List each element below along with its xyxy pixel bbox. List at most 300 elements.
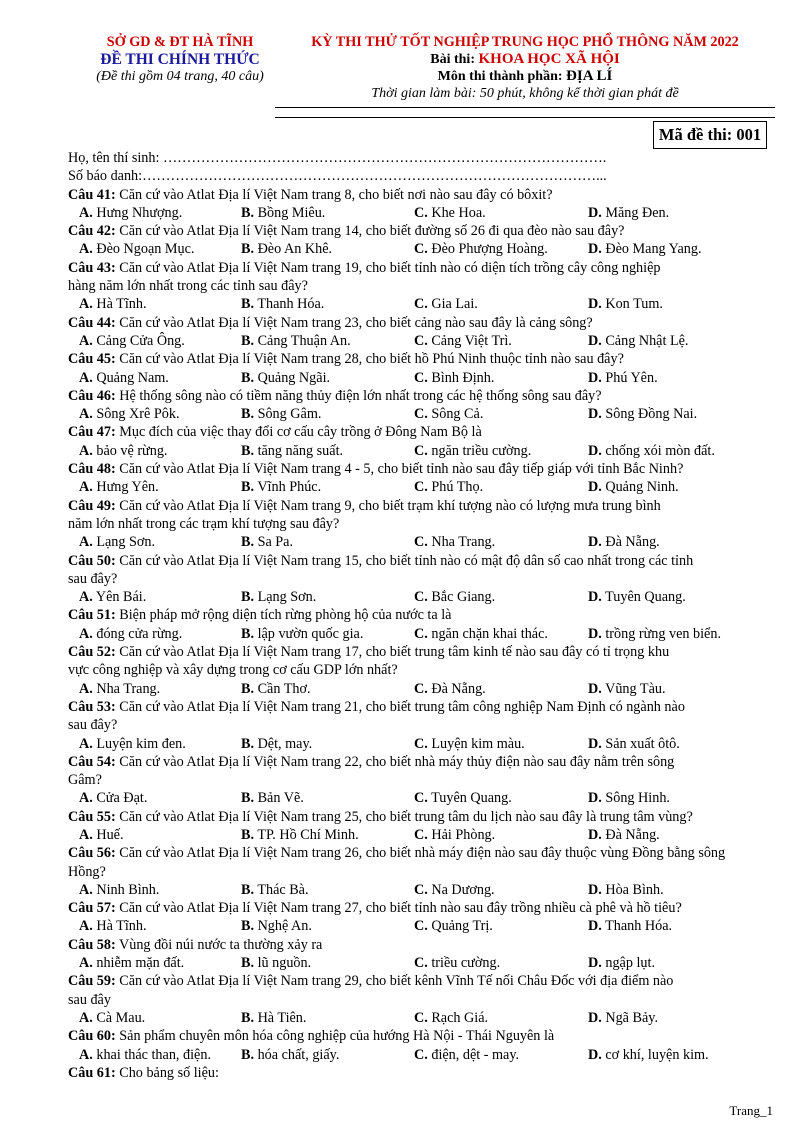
- question-item: [68, 552, 780, 607]
- question-number: Câu 47:: [68, 424, 116, 441]
- question-text-line: [68, 1027, 780, 1045]
- option-letter: D.: [588, 534, 602, 551]
- question-text-line: [68, 186, 780, 204]
- option-letter: C.: [414, 241, 428, 258]
- question-text-line: [68, 936, 780, 954]
- question-text: Căn cứ vào Atlat Địa lí Việt Nam trang 27, cho biết tỉnh nào sau đây trồng nhiều cà phê và hồ tiêu?: [119, 900, 682, 917]
- question-text: sau đây: [68, 991, 111, 1008]
- option-text: Đà Nẵng.: [605, 826, 660, 843]
- option-text: Gia Lai.: [431, 296, 478, 313]
- option-letter: A.: [79, 790, 93, 807]
- option-text: Sông Cả.: [431, 406, 484, 423]
- option-text: ngập lụt.: [605, 955, 655, 972]
- question-text: Mục đích của việc thay đổi cơ cấu cây trồng ở Đông Nam Bộ là: [119, 424, 482, 441]
- question-item: [68, 753, 780, 808]
- answer-option[interactable]: [241, 240, 414, 258]
- option-letter: C.: [414, 625, 428, 642]
- answer-option[interactable]: [588, 735, 778, 753]
- option-letter: D.: [588, 589, 602, 606]
- question-text: Căn cứ vào Atlat Địa lí Việt Nam trang 15, cho biết tỉnh nào có mật độ dân số cao nhất trong các tỉnh: [119, 552, 694, 569]
- option-letter: D.: [588, 479, 602, 496]
- option-text: Luyện kim màu.: [431, 735, 525, 752]
- question-number: Câu 44:: [68, 314, 116, 331]
- question-item: [68, 1064, 780, 1082]
- option-text: Cảng Việt Trì.: [431, 332, 512, 349]
- question-number: Câu 42:: [68, 223, 116, 240]
- answer-option[interactable]: [79, 680, 241, 698]
- option-letter: B.: [241, 296, 255, 313]
- question-text: Hệ thống sông nào có tiềm năng thủy điện lớn nhất trong các hệ thống sông sau đây?: [119, 387, 602, 404]
- option-text: Dệt, may.: [257, 735, 313, 752]
- question-text: Hồng?: [68, 863, 106, 880]
- option-letter: B.: [241, 479, 255, 496]
- option-text: Phú Thọ.: [431, 479, 484, 496]
- answer-option[interactable]: [588, 240, 778, 258]
- answer-options: [68, 1046, 780, 1064]
- answer-option[interactable]: [241, 789, 414, 807]
- option-letter: A.: [79, 296, 93, 313]
- question-text-line: [68, 497, 780, 515]
- option-text: đóng cửa rừng.: [96, 625, 183, 642]
- option-letter: C.: [414, 955, 428, 972]
- question-number: Câu 50:: [68, 552, 116, 569]
- option-letter: C.: [414, 1046, 428, 1063]
- option-text: Hòa Bình.: [605, 881, 664, 898]
- option-text: Na Dương.: [431, 881, 495, 898]
- option-text: Luyện kim đen.: [96, 735, 186, 752]
- option-letter: A.: [79, 680, 93, 697]
- answer-option[interactable]: [79, 588, 241, 606]
- component-value: ĐỊA LÍ: [566, 68, 613, 84]
- component-label: Môn thi thành phần:: [437, 69, 563, 84]
- question-text: Gâm?: [68, 772, 102, 789]
- answer-option[interactable]: [588, 442, 778, 460]
- option-letter: B.: [241, 534, 255, 551]
- answer-option[interactable]: [414, 826, 588, 844]
- option-text: Huế.: [96, 826, 124, 843]
- option-letter: D.: [588, 680, 602, 697]
- question-text-line: [68, 552, 780, 570]
- answer-option[interactable]: [588, 954, 778, 972]
- option-text: Phú Yên.: [605, 369, 658, 386]
- answer-option[interactable]: [414, 369, 588, 387]
- option-letter: D.: [588, 332, 602, 349]
- option-text: chống xói mòn đất.: [605, 442, 715, 459]
- answer-options: [68, 240, 780, 258]
- exam-time: Thời gian làm bài: 50 phút, không kể thời gian phát đề: [371, 86, 679, 101]
- answer-option[interactable]: [241, 332, 414, 350]
- option-letter: C.: [414, 881, 428, 898]
- answer-options: [68, 625, 780, 643]
- answer-option[interactable]: [79, 625, 241, 643]
- option-letter: D.: [588, 296, 602, 313]
- answer-option[interactable]: [241, 826, 414, 844]
- option-letter: A.: [79, 1009, 93, 1026]
- answer-option[interactable]: [241, 1046, 414, 1064]
- question-text-line: [68, 1064, 780, 1082]
- answer-option[interactable]: [241, 625, 414, 643]
- answer-option[interactable]: [414, 1009, 588, 1027]
- answer-option[interactable]: [414, 533, 588, 551]
- answer-option[interactable]: [414, 478, 588, 496]
- option-letter: C.: [414, 406, 428, 423]
- option-letter: A.: [79, 204, 93, 221]
- option-text: Thác Bà.: [257, 881, 309, 898]
- option-text: Cảng Thuận An.: [257, 332, 351, 349]
- question-text-line: [68, 808, 780, 826]
- answer-option[interactable]: [241, 478, 414, 496]
- answer-option[interactable]: [414, 735, 588, 753]
- option-letter: B.: [241, 790, 255, 807]
- option-text: Đà Nẵng.: [431, 680, 486, 697]
- question-text-line: [68, 698, 780, 716]
- answer-option[interactable]: [241, 405, 414, 423]
- answer-options: [68, 1009, 780, 1027]
- answer-option[interactable]: [588, 826, 778, 844]
- option-text: Sản xuất ôtô.: [605, 735, 680, 752]
- answer-option[interactable]: [241, 1009, 414, 1027]
- option-text: Quảng Nam.: [96, 369, 169, 386]
- option-letter: B.: [241, 204, 255, 221]
- answer-option[interactable]: [79, 332, 241, 350]
- option-letter: B.: [241, 826, 255, 843]
- option-letter: B.: [241, 955, 255, 972]
- option-text: Quảng Trị.: [431, 918, 493, 935]
- option-text: Cửa Đạt.: [96, 790, 148, 807]
- question-item: [68, 423, 780, 460]
- answer-option[interactable]: [241, 735, 414, 753]
- question-text: Căn cứ vào Atlat Địa lí Việt Nam trang 29, cho biết kênh Vĩnh Tế nối Châu Đốc với địa điểm nào: [119, 973, 674, 990]
- answer-option[interactable]: [79, 1046, 241, 1064]
- option-letter: D.: [588, 442, 602, 459]
- answer-option[interactable]: [414, 588, 588, 606]
- answer-option[interactable]: [414, 625, 588, 643]
- option-text: Bồng Miêu.: [257, 204, 326, 221]
- answer-option[interactable]: [79, 295, 241, 313]
- option-text: Bắc Giang.: [431, 589, 496, 606]
- header-right: [275, 34, 775, 102]
- option-text: Đèo An Khê.: [257, 241, 333, 258]
- question-text: Vùng đồi núi nước ta thường xảy ra: [119, 936, 323, 953]
- question-item: [68, 222, 780, 259]
- answer-option[interactable]: [588, 680, 778, 698]
- question-item: [68, 497, 780, 552]
- answer-option[interactable]: [414, 442, 588, 460]
- option-text: Tuyên Quang.: [431, 790, 512, 807]
- answer-option[interactable]: [414, 680, 588, 698]
- question-text: hàng năm lớn nhất trong các tỉnh sau đây?: [68, 278, 308, 295]
- answer-option[interactable]: [79, 405, 241, 423]
- question-text-line: [68, 606, 780, 624]
- question-text: Căn cứ vào Atlat Địa lí Việt Nam trang 8, cho biết nơi nào sau đây có bôxit?: [119, 186, 553, 203]
- option-letter: C.: [414, 369, 428, 386]
- option-text: cơ khí, luyện kim.: [605, 1046, 709, 1063]
- answer-option[interactable]: [241, 369, 414, 387]
- answer-option[interactable]: [241, 588, 414, 606]
- option-text: Sông Gâm.: [257, 406, 322, 423]
- answer-option[interactable]: [588, 588, 778, 606]
- option-letter: B.: [241, 369, 255, 386]
- option-letter: D.: [588, 955, 602, 972]
- header-divider-top: [275, 107, 775, 108]
- option-letter: C.: [414, 790, 428, 807]
- option-letter: A.: [79, 625, 93, 642]
- option-text: Hưng Yên.: [96, 479, 159, 496]
- question-item: [68, 460, 780, 497]
- candidate-name-line: Họ, tên thí sinh: ………………………………………………………………………………….: [68, 150, 607, 166]
- question-text: Căn cứ vào Atlat Địa lí Việt Nam trang 14, cho biết đường số 26 đi qua đèo nào sau đây?: [119, 223, 625, 240]
- option-letter: B.: [241, 589, 255, 606]
- answer-option[interactable]: [414, 881, 588, 899]
- question-number: Câu 61:: [68, 1064, 116, 1081]
- option-letter: D.: [588, 1046, 602, 1063]
- option-letter: A.: [79, 332, 93, 349]
- option-letter: D.: [588, 918, 602, 935]
- question-text-line: [68, 314, 780, 332]
- question-text: Căn cứ vào Atlat Địa lí Việt Nam trang 9, cho biết trạm khí tượng nào có lượng mưa trung bình: [119, 497, 661, 514]
- question-number: Câu 46:: [68, 387, 116, 404]
- option-text: Lạng Sơn.: [96, 534, 156, 551]
- option-text: Cảng Cửa Ông.: [96, 332, 185, 349]
- question-number: Câu 55:: [68, 808, 116, 825]
- question-text-line: [68, 771, 780, 789]
- option-text: Cần Thơ.: [257, 680, 311, 697]
- option-text: TP. Hồ Chí Minh.: [257, 826, 359, 843]
- option-letter: B.: [241, 332, 255, 349]
- answer-option[interactable]: [79, 954, 241, 972]
- option-text: Nha Trang.: [96, 680, 161, 697]
- option-letter: A.: [79, 442, 93, 459]
- answer-option[interactable]: [79, 917, 241, 935]
- question-text-line: [68, 716, 780, 734]
- answer-options: [68, 295, 780, 313]
- answer-option[interactable]: [241, 295, 414, 313]
- question-text: sau đây?: [68, 717, 118, 734]
- answer-option[interactable]: [414, 1046, 588, 1064]
- answer-option[interactable]: [79, 369, 241, 387]
- option-letter: A.: [79, 881, 93, 898]
- candidate-id-line: Số báo danh:……………………………………………………………………………………...: [68, 168, 607, 185]
- option-letter: A.: [79, 589, 93, 606]
- question-number: Câu 56:: [68, 845, 116, 862]
- answer-options: [68, 735, 780, 753]
- question-text: Căn cứ vào Atlat Địa lí Việt Nam trang 19, cho biết tỉnh nào có diện tích trồng cây công nghiệp: [119, 259, 661, 276]
- answer-option[interactable]: [588, 369, 778, 387]
- option-letter: D.: [588, 1009, 602, 1026]
- answer-options: [68, 954, 780, 972]
- answer-option[interactable]: [241, 954, 414, 972]
- question-text: Căn cứ vào Atlat Địa lí Việt Nam trang 23, cho biết cảng nào sau đây là cảng sông?: [119, 314, 593, 331]
- question-text: vực công nghiệp và xây dựng trong cơ cấu GDP lớn nhất?: [68, 662, 398, 679]
- exam-title: KỲ THI THỬ TỐT NGHIỆP TRUNG HỌC PHỔ THÔNG NĂM 2022: [311, 34, 739, 50]
- option-text: Măng Đen.: [605, 204, 670, 221]
- option-letter: D.: [588, 204, 602, 221]
- option-text: lập vườn quốc gia.: [257, 625, 364, 642]
- answer-options: [68, 826, 780, 844]
- answer-options: [68, 204, 780, 222]
- answer-option[interactable]: [241, 533, 414, 551]
- answer-options: [68, 917, 780, 935]
- question-text: Biện pháp mở rộng diện tích rừng phòng hộ của nước ta là: [119, 607, 452, 624]
- answer-options: [68, 680, 780, 698]
- exam-code-box: Mã đề thi: 001: [653, 121, 767, 149]
- answer-option[interactable]: [414, 332, 588, 350]
- question-number: Câu 54:: [68, 753, 116, 770]
- option-letter: D.: [588, 406, 602, 423]
- option-letter: A.: [79, 1046, 93, 1063]
- answer-option[interactable]: [588, 332, 778, 350]
- question-number: Câu 58:: [68, 936, 116, 953]
- answer-option[interactable]: [241, 442, 414, 460]
- option-text: Hà Tiên.: [257, 1009, 307, 1026]
- option-text: Ngã Bảy.: [605, 1009, 659, 1026]
- answer-option[interactable]: [79, 881, 241, 899]
- question-text-line: [68, 661, 780, 679]
- question-number: Câu 59:: [68, 973, 116, 990]
- answer-option[interactable]: [588, 533, 778, 551]
- answer-options: [68, 332, 780, 350]
- question-number: Câu 41:: [68, 186, 116, 203]
- option-text: Lạng Sơn.: [257, 589, 317, 606]
- option-letter: D.: [588, 790, 602, 807]
- question-item: [68, 643, 780, 698]
- question-number: Câu 52:: [68, 644, 116, 661]
- option-letter: D.: [588, 881, 602, 898]
- question-item: [68, 899, 780, 936]
- answer-option[interactable]: [414, 917, 588, 935]
- answer-option[interactable]: [79, 478, 241, 496]
- option-text: Cà Mau.: [96, 1009, 146, 1026]
- question-item: [68, 972, 780, 1027]
- answer-option[interactable]: [588, 295, 778, 313]
- official-exam-label: ĐỀ THI CHÍNH THỨC: [100, 51, 260, 68]
- subject-group: [275, 51, 775, 68]
- option-letter: C.: [414, 332, 428, 349]
- question-text-line: [68, 570, 780, 588]
- question-text-line: [68, 515, 780, 533]
- option-letter: C.: [414, 204, 428, 221]
- option-letter: B.: [241, 442, 255, 459]
- question-item: [68, 844, 780, 899]
- answer-options: [68, 881, 780, 899]
- question-text-line: [68, 350, 780, 368]
- question-number: Câu 57:: [68, 900, 116, 917]
- answer-option[interactable]: [414, 954, 588, 972]
- option-letter: B.: [241, 881, 255, 898]
- subject-group-label: Bài thi:: [430, 52, 475, 67]
- answer-option[interactable]: [588, 881, 778, 899]
- answer-option[interactable]: [241, 680, 414, 698]
- question-number: Câu 51:: [68, 607, 116, 624]
- option-text: Kon Tum.: [605, 296, 663, 313]
- answer-option[interactable]: [79, 442, 241, 460]
- option-text: hóa chất, giấy.: [257, 1046, 340, 1063]
- answer-options: [68, 442, 780, 460]
- answer-option[interactable]: [79, 240, 241, 258]
- question-text: năm lớn nhất trong các trạm khí tượng sau đây?: [68, 515, 340, 532]
- answer-option[interactable]: [79, 735, 241, 753]
- answer-option[interactable]: [588, 789, 778, 807]
- answer-option[interactable]: [79, 204, 241, 222]
- question-text: sau đây?: [68, 570, 118, 587]
- question-text-line: [68, 972, 780, 990]
- answer-options: [68, 405, 780, 423]
- option-letter: B.: [241, 680, 255, 697]
- option-letter: A.: [79, 241, 93, 258]
- answer-option[interactable]: [588, 1009, 778, 1027]
- option-letter: C.: [414, 735, 428, 752]
- answer-option[interactable]: [588, 1046, 778, 1064]
- page-count-note: (Đề thi gồm 04 trang, 40 câu): [96, 69, 264, 84]
- option-letter: D.: [588, 241, 602, 258]
- question-number: Câu 45:: [68, 351, 116, 368]
- subject-group-value: KHOA HỌC XÃ HỘI: [478, 51, 620, 67]
- answer-option[interactable]: [79, 826, 241, 844]
- option-letter: C.: [414, 680, 428, 697]
- question-number: Câu 60:: [68, 1028, 116, 1045]
- answer-option[interactable]: [588, 204, 778, 222]
- answer-option[interactable]: [414, 789, 588, 807]
- answer-option[interactable]: [414, 405, 588, 423]
- option-text: triều cường.: [431, 955, 501, 972]
- question-item: [68, 936, 780, 973]
- question-text-line: [68, 259, 780, 277]
- answer-options: [68, 588, 780, 606]
- option-letter: B.: [241, 241, 255, 258]
- option-text: Hưng Nhượng.: [96, 204, 183, 221]
- answer-option[interactable]: [588, 405, 778, 423]
- option-text: khai thác than, điện.: [96, 1046, 211, 1063]
- option-text: Ninh Bình.: [96, 881, 160, 898]
- answer-option[interactable]: [588, 625, 778, 643]
- option-text: Đèo Phượng Hoàng.: [431, 241, 548, 258]
- answer-option[interactable]: [241, 917, 414, 935]
- answer-option[interactable]: [414, 295, 588, 313]
- question-text: Căn cứ vào Atlat Địa lí Việt Nam trang 22, cho biết nhà máy thủy điện nào sau đây nằm trên sông: [119, 753, 675, 770]
- question-text-line: [68, 387, 780, 405]
- answer-option[interactable]: [241, 881, 414, 899]
- question-text-line: [68, 277, 780, 295]
- option-letter: C.: [414, 826, 428, 843]
- exam-body: [68, 149, 780, 1082]
- answer-option[interactable]: [79, 533, 241, 551]
- question-text-line: [68, 899, 780, 917]
- answer-option[interactable]: [79, 789, 241, 807]
- question-item: [68, 259, 780, 314]
- question-text-line: [68, 222, 780, 240]
- answer-option[interactable]: [588, 478, 778, 496]
- header-left: [60, 34, 300, 85]
- question-item: [68, 387, 780, 424]
- option-text: Sa Pa.: [257, 534, 294, 551]
- question-text-line: [68, 460, 780, 478]
- answer-option[interactable]: [79, 1009, 241, 1027]
- question-text-line: [68, 423, 780, 441]
- answer-option[interactable]: [414, 240, 588, 258]
- answer-options: [68, 533, 780, 551]
- question-text: Căn cứ vào Atlat Địa lí Việt Nam trang 28, cho biết hồ Phú Ninh thuộc tỉnh nào sau đây?: [119, 351, 624, 368]
- option-text: Bản Vẽ.: [257, 790, 304, 807]
- question-item: [68, 698, 780, 753]
- question-text-line: [68, 844, 780, 862]
- question-number: Câu 48:: [68, 461, 116, 478]
- answer-option[interactable]: [414, 204, 588, 222]
- question-number: Câu 49:: [68, 497, 116, 514]
- answer-option[interactable]: [588, 917, 778, 935]
- answer-option[interactable]: [241, 204, 414, 222]
- question-item: [68, 314, 780, 351]
- option-text: tăng năng suất.: [257, 442, 344, 459]
